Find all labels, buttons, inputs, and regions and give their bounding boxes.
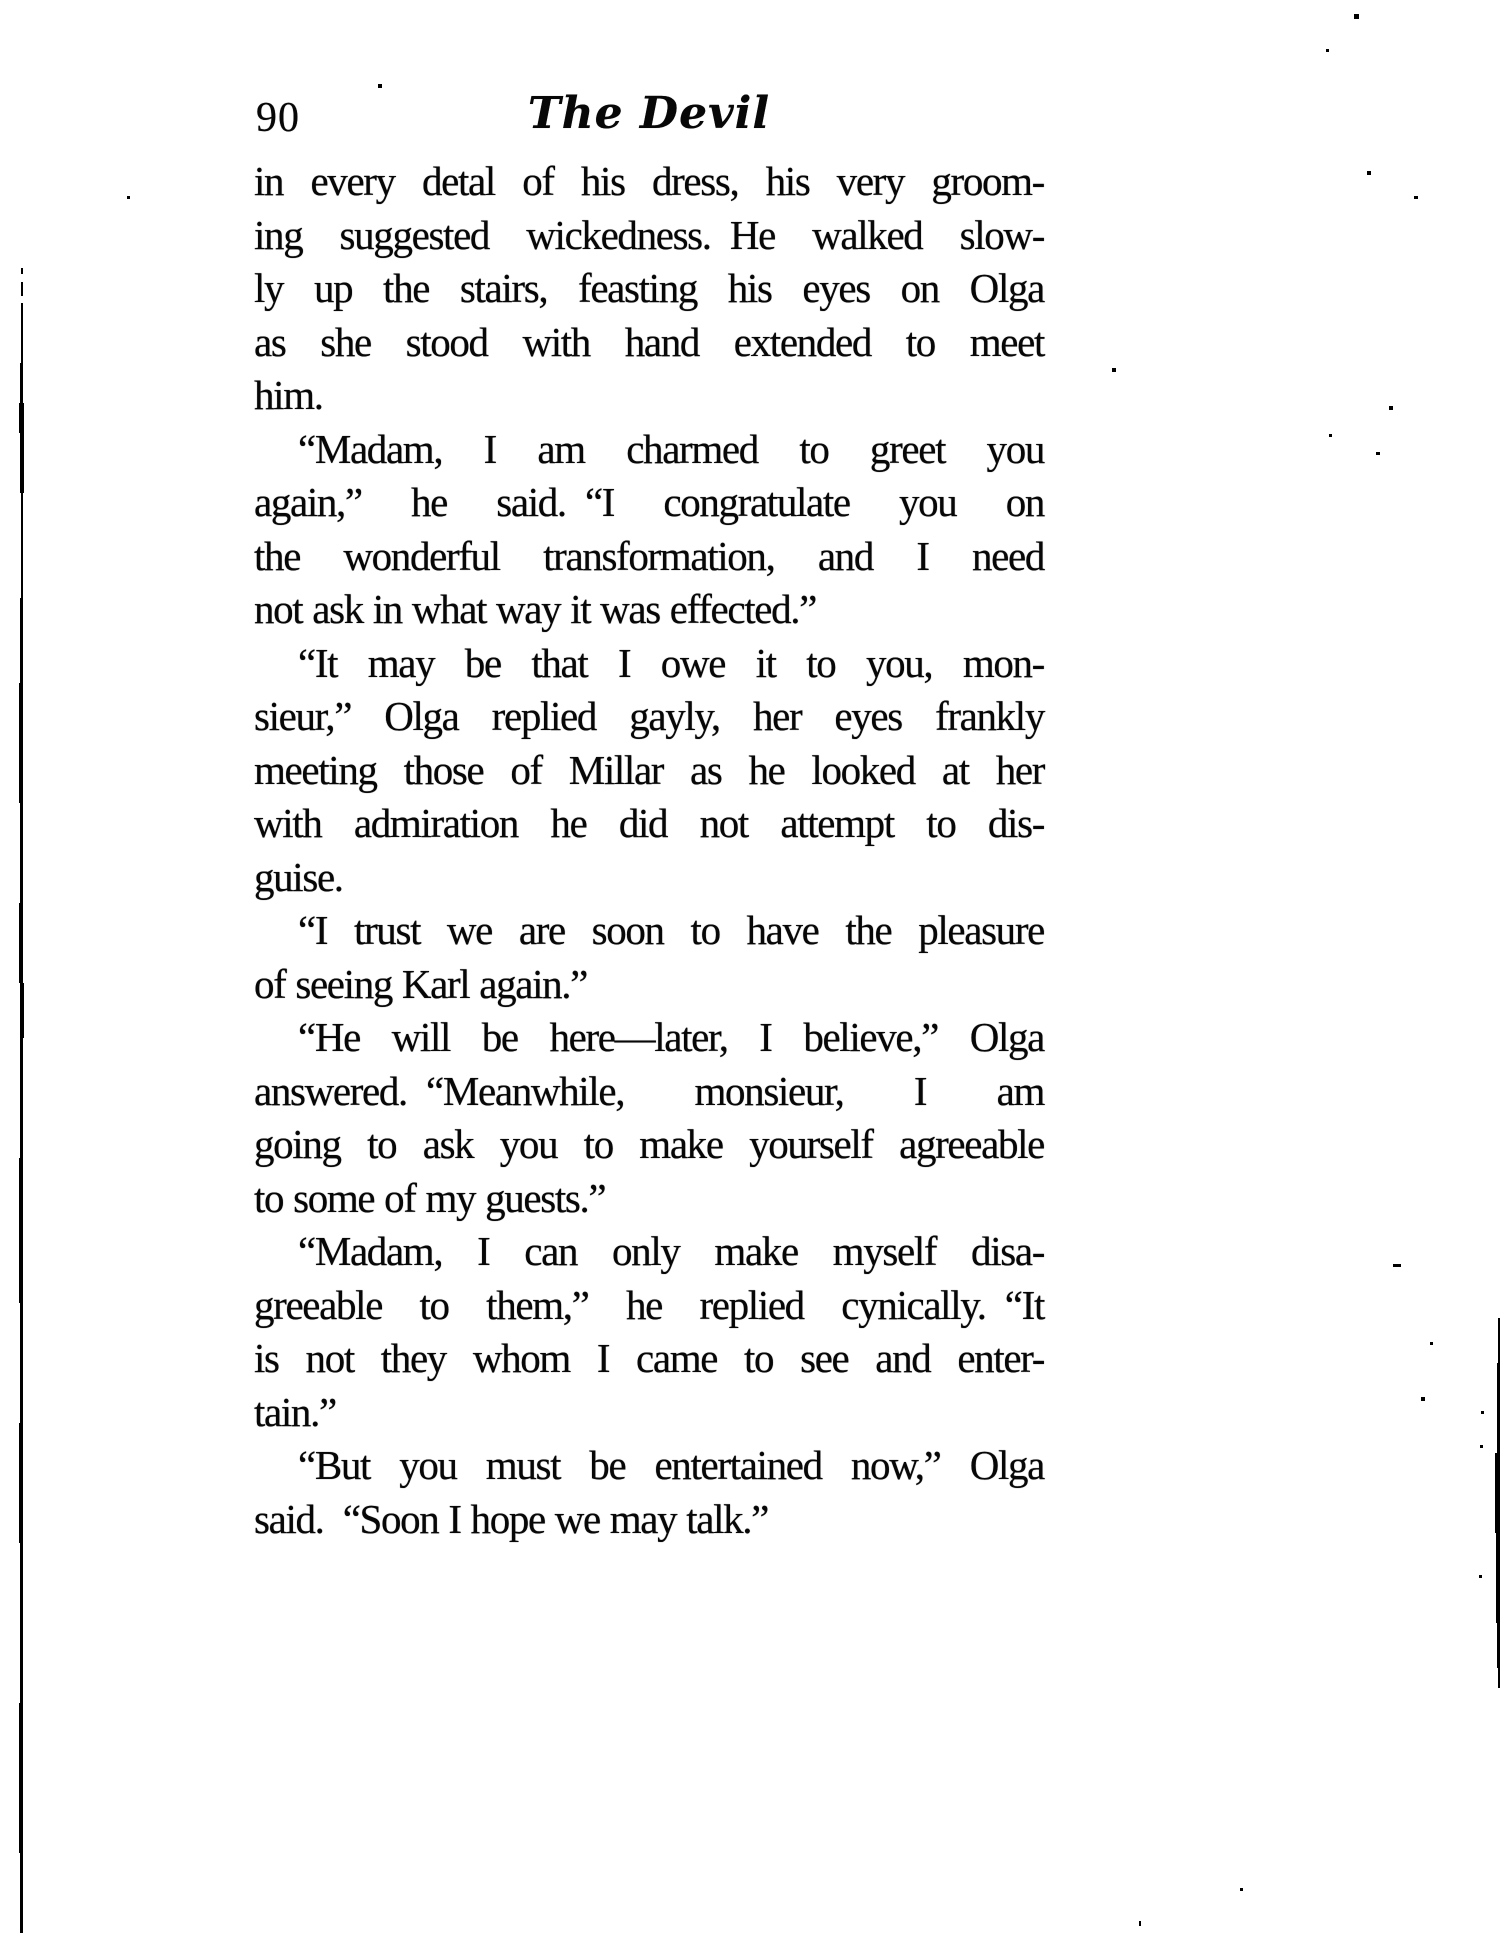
scan-line-left: [20, 803, 23, 903]
ink-speck: [1240, 1888, 1243, 1891]
ink-speck: [127, 196, 130, 199]
text-line: guise.: [254, 853, 343, 900]
ink-speck: [1414, 196, 1418, 199]
scan-line-left: [20, 433, 24, 493]
text-line: meeting those of Millar as he looked at her: [254, 746, 1044, 793]
text-line: in every detal of his dress, his very groom-: [254, 158, 1044, 204]
text-line: him.: [254, 372, 323, 418]
text-line: tain.”: [254, 1388, 336, 1435]
text-line: “He will be here—later, I believe,” Olga: [298, 1014, 1044, 1060]
text-line: greeable to them,” he replied cynically. “It: [254, 1281, 1044, 1328]
scan-line-left: [19, 1158, 23, 1303]
ink-speck: [1389, 406, 1393, 410]
text-line: the wonderful transformation, and I need: [254, 532, 1044, 579]
ink-speck: [1329, 434, 1332, 437]
ink-speck: [1393, 1264, 1401, 1267]
scan-line-left: [19, 903, 23, 983]
ink-speck: [1421, 1397, 1425, 1401]
scan-line-left: [20, 363, 23, 403]
ink-speck: [1367, 171, 1371, 175]
text-line: going to ask you to make yourself agreeable: [254, 1121, 1044, 1167]
text-line: of seeing Karl again.”: [254, 960, 588, 1007]
scan-line-right: [1496, 1533, 1500, 1623]
text-line: as she stood with hand extended to meet: [254, 318, 1044, 365]
text-line: with admiration he did not attempt to dis-: [254, 800, 1044, 846]
ink-speck: [1112, 368, 1116, 372]
ink-speck: [1354, 14, 1359, 19]
ink-speck: [1480, 1445, 1483, 1448]
text-line: sieur,” Olga replied gayly, her eyes frankly: [254, 693, 1044, 739]
text-line: answered. “Meanwhile, monsieur, I am: [254, 1067, 1044, 1114]
scan-line-left: [21, 303, 23, 363]
scan-line-left: [19, 1423, 23, 1543]
ink-speck: [378, 84, 382, 88]
scan-line-left: [20, 1303, 23, 1423]
text-line: not ask in what way it was effected.”: [254, 586, 816, 632]
scan-line-left: [21, 282, 23, 296]
scan-line-right: [1495, 1453, 1500, 1533]
text-line: said. “Soon I hope we may talk.”: [254, 1495, 769, 1542]
scan-line-left: [21, 513, 23, 598]
scan-line-right: [1498, 1668, 1500, 1688]
scan-line-left: [21, 268, 23, 274]
scan-line-left: [20, 1038, 23, 1158]
scan-line-left: [20, 1853, 23, 1933]
scan-line-left: [20, 1543, 23, 1703]
page-number: 90: [256, 95, 300, 141]
scan-line-right: [1497, 1623, 1500, 1668]
text-line: ing suggested wickedness. He walked slow-: [254, 211, 1044, 258]
text-line: again,” he said. “I congratulate you on: [254, 479, 1044, 525]
body-text-column: [254, 155, 1044, 1546]
scan-line-right: [1497, 1363, 1500, 1453]
scan-line-left: [21, 493, 23, 513]
ink-speck: [1376, 452, 1380, 455]
ink-speck: [1481, 1411, 1484, 1414]
page-header: [254, 88, 1044, 148]
text-line: “Madam, I can only make myself disa-: [298, 1228, 1044, 1274]
ink-speck: [1479, 1575, 1482, 1578]
running-title: The Devil: [527, 88, 771, 139]
ink-speck: [1326, 49, 1329, 52]
text-line: is not they whom I came to see and enter-: [254, 1335, 1044, 1381]
scan-line-left: [20, 598, 23, 683]
scan-line-right: [1498, 1318, 1500, 1363]
scan-line-left: [19, 683, 23, 803]
text-line: ly up the stairs, feasting his eyes on Olga: [254, 265, 1044, 311]
scan-line-left: [19, 1703, 23, 1853]
text-line: to some of my guests.”: [254, 1174, 606, 1221]
text-line: “But you must be entertained now,” Olga: [298, 1442, 1044, 1488]
scan-line-left: [20, 983, 24, 1038]
text-line: “Madam, I am charmed to greet you: [298, 425, 1044, 472]
text-line: “It may be that I owe it to you, mon-: [298, 639, 1044, 686]
ink-speck: [1430, 1342, 1433, 1345]
text-line: “I trust we are soon to have the pleasure: [298, 907, 1044, 953]
scan-line-left: [19, 403, 24, 433]
ink-speck: [1139, 1921, 1141, 1926]
